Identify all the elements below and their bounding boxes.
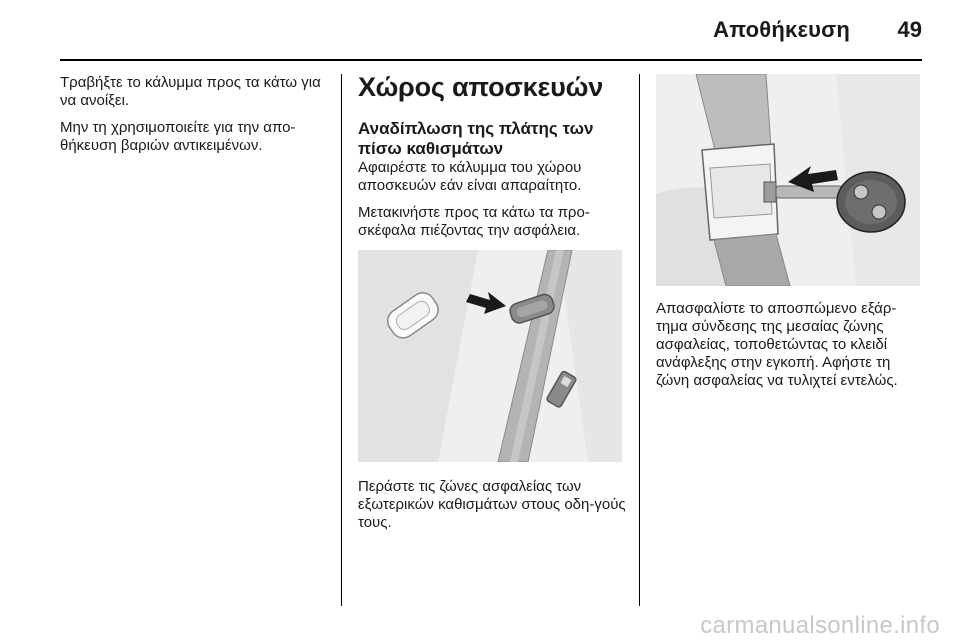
column-1 (60, 74, 332, 164)
paragraph: Αφαιρέστε το κάλυμμα του χώρου αποσκευών εάν είναι απαραίτητο. (358, 159, 582, 194)
column-3 (656, 74, 922, 399)
column-divider-1 (341, 74, 342, 606)
column-2 (358, 74, 630, 541)
figure-caption: Απασφαλίστε το αποσπώμενο εξάρ-τημα σύνδεσης της μεσαίας ζώνης ασφαλείας, τοποθετώντας το κλειδί ανάφλεξης στην εγκοπή. Αφήστε τη ζώνη ασφαλείας να τυλιχτεί εντελώς. (656, 300, 898, 389)
subsection-heading: Αναδίπλωση της πλάτης των πίσω καθισμάτων (358, 119, 594, 158)
seatbelt-guide-illustration-icon (358, 250, 622, 462)
paragraph: Μετακινήστε προς τα κάτω τα προ-σκέφαλα πιέζοντας την ασφάλεια. (358, 204, 590, 239)
column-divider-2 (639, 74, 640, 606)
paragraph: Τραβήξτε το κάλυμμα προς τα κάτω για να ανοίξει. (60, 74, 321, 109)
watermark: carmanualsonline.info (700, 612, 940, 639)
section-heading: Χώρος αποσκευών (358, 72, 604, 102)
page-number: 49 (897, 17, 922, 42)
header-rule (60, 59, 922, 61)
belt-buckle-key-illustration-icon (656, 74, 920, 286)
figure-caption: Περάστε τις ζώνες ασφαλείας των εξωτερικών καθισμάτων στους οδη-γούς τους. (358, 478, 626, 531)
paragraph: Μην τη χρησιμοποιείτε για την απο-θήκευση βαριών αντικειμένων. (60, 119, 296, 154)
page-header-title: Αποθήκευση (713, 17, 850, 42)
